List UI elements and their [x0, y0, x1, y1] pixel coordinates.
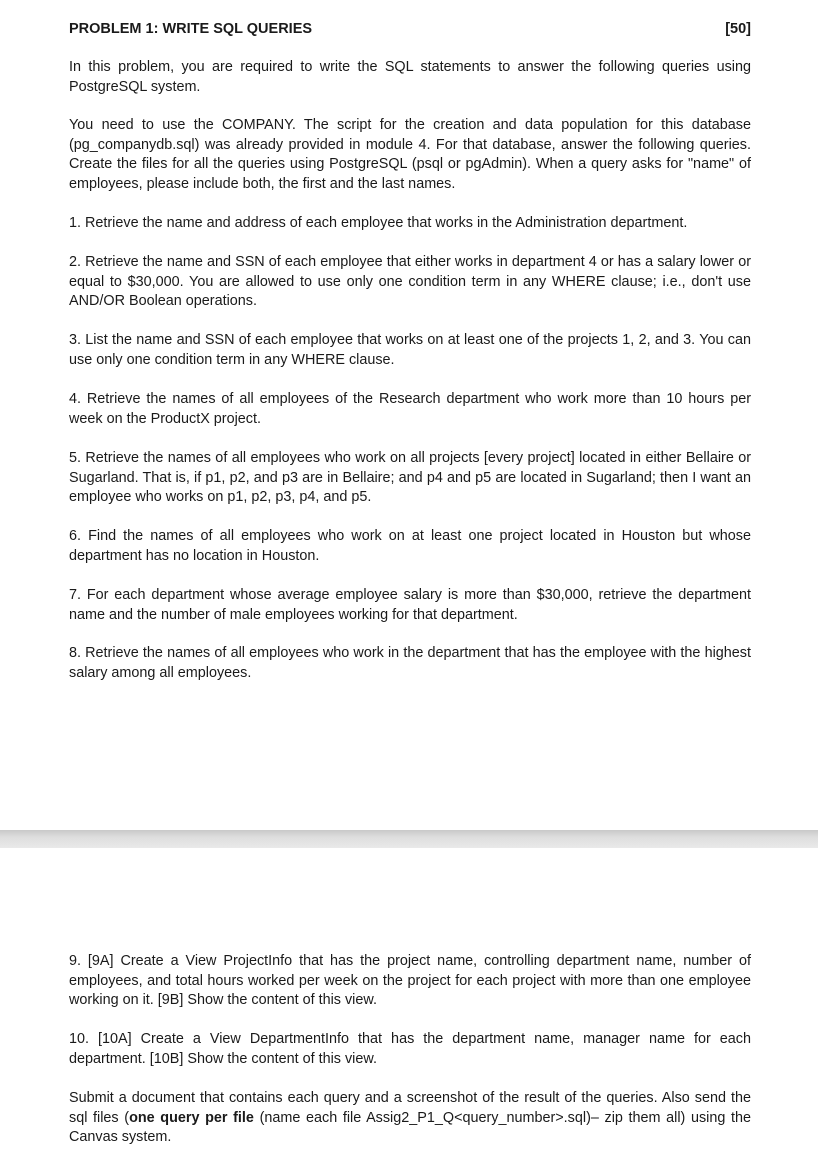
submission-text-bold: one query per file: [129, 1109, 254, 1126]
submission-text-start: Submit a document that contains each query and a screenshot of the result of the queries. Also send the sql files (: [69, 1090, 751, 1126]
intro-paragraph: In this problem, you are required to write the SQL statements to answer the following queries using PostgreSQL system.: [69, 59, 751, 95]
problem-points: [50]: [725, 21, 751, 37]
query-1: 1. Retrieve the name and address of each employee that works in the Administration department.: [69, 215, 688, 231]
submission-instructions: [69, 1089, 751, 1148]
submission-text-end: (name each file Assig2_P1_Q<query_number>.sql)– zip them all) using the Canvas system.: [69, 1109, 752, 1146]
query-3: 3. List the name and SSN of each employee that works on at least one of the projects 1, 2, and 3. You can use only one condition term in any WHERE clause.: [69, 332, 751, 368]
query-5: 5. Retrieve the names of all employees who work on all projects [every project] located in either Bellaire or Sugarland. That is, if p1, p2, and p3 are in Bellaire; and p4 and p5 are located in Sugarland; then I want an employee who works on p1, p2, p3, p4, and p5.: [69, 450, 751, 506]
query-6: 6. Find the names of all employees who work on at least one project located in Houston but whose department has no location in Houston.: [69, 528, 751, 564]
query-10: 10. [10A] Create a View DepartmentInfo that has the department name, manager name for each department. [10B] Show the content of this view.: [69, 1031, 751, 1067]
query-4: 4. Retrieve the names of all employees of the Research department who work more than 10 hours per week on the ProductX project.: [69, 391, 751, 427]
database-instructions: You need to use the COMPANY. The script for the creation and data population for this database (pg_companydb.sql) was already provided in module 4. For that database, answer the following queries. Create the files for all the queries using PostgreSQL (psql or pgAdmin). When a query asks for "name" of employees, please include both, the first and the last names.: [69, 117, 751, 192]
query-9: 9. [9A] Create a View ProjectInfo that has the project name, controlling department name, number of employees, and total hours worked per week on the project for each project with more than one employee working on it. [9B] Show the content of this view.: [69, 953, 751, 1009]
document-page-2: [0, 848, 818, 1159]
problem-title: PROBLEM 1: WRITE SQL QUERIES: [69, 21, 313, 37]
query-7: 7. For each department whose average employee salary is more than $30,000, retrieve the department name and the number of male employees working for that department.: [69, 587, 751, 623]
query-8: 8. Retrieve the names of all employees who work in the department that has the employee with the highest salary among all employees.: [69, 645, 751, 681]
problem-heading: [69, 19, 751, 39]
query-2: 2. Retrieve the name and SSN of each employee that either works in department 4 or has a salary lower or equal to $30,000. You are allowed to use only one condition term in any WHERE clause; i.e., don't use AND/OR Boolean operations.: [69, 254, 751, 310]
page-separator: [0, 830, 818, 848]
